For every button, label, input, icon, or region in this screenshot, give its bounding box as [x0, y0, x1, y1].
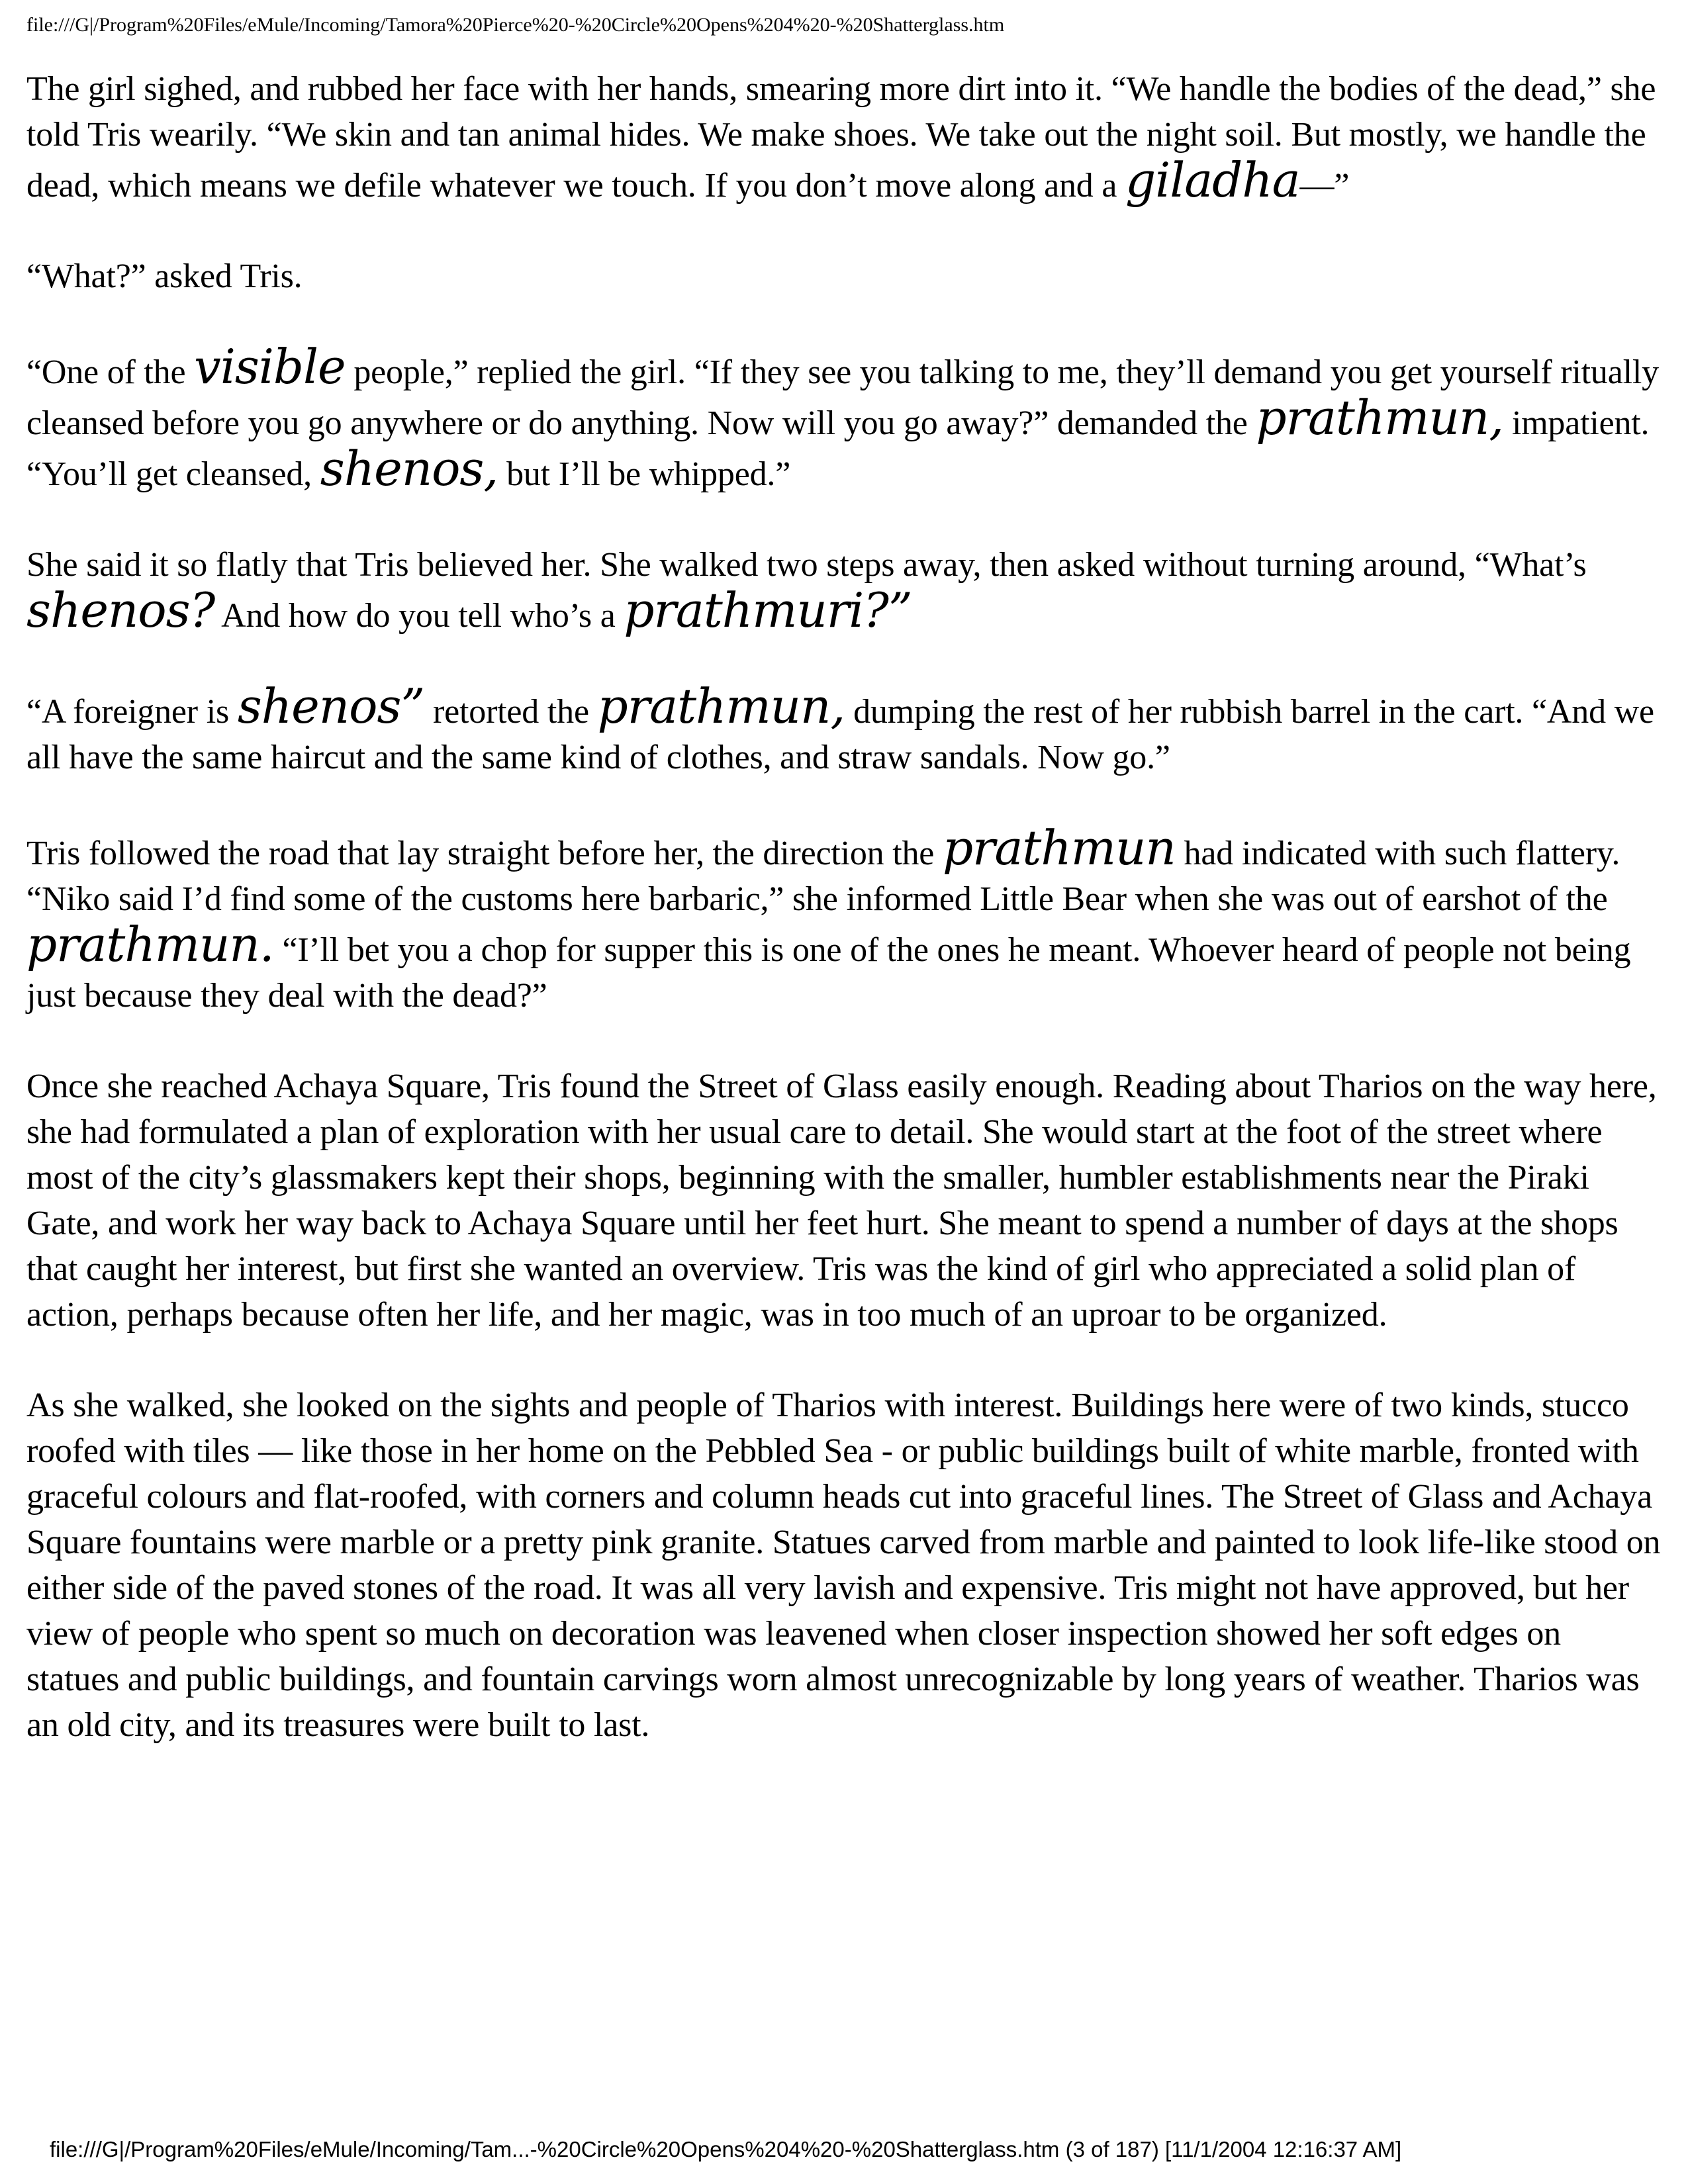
- foreign-term: giladha: [1125, 152, 1300, 208]
- foreign-term: prathmun,: [1256, 390, 1504, 445]
- text-run: “One of the: [26, 353, 195, 391]
- text-run: And how do you tell who’s a: [214, 597, 624, 635]
- text-run: retorted the: [424, 693, 598, 731]
- foreign-term: shenos,: [320, 441, 498, 496]
- foreign-term: visible: [194, 339, 346, 394]
- paragraph-3: [26, 339, 1662, 497]
- paragraph-4: [26, 542, 1662, 639]
- text-run: As she walked, she looked on the sights and people of Tharios with interest. Buildings here were of two kinds, stucco roofed with tiles — like those in her home on the Pebbled Sea - or public buildings built of white marble, fronted with graceful colours and flat-roofed, with corners and column heads cut into graceful lines. The Street of Glass and Achaya Square fountains were marble or a pretty pink granite. Statues carved from marble and painted to look life-like stood on either side of the paved stones of the road. It was all very lavish and expensive. Tris might not have approved, but her view of people who spent so much on decoration was leavened when closer inspection showed her soft edges on statues and public buildings, and fountain carvings worn almost unrecognizable by long years of weather. Tharios was an old city, and its treasures were built to last.: [26, 1387, 1661, 1744]
- text-run: people,” replied the girl. “If they see you talking to me, they’ll demand you get yourself ritually cleansed before you go anywhere or do anything. Now will you go away?” demanded the: [26, 353, 1659, 442]
- text-run: impatient. “You’ll get cleansed,: [26, 404, 1650, 493]
- foreign-term: prathmuri?”: [624, 582, 912, 638]
- text-run: “A foreigner is: [26, 693, 238, 731]
- paragraph-8: [26, 1383, 1662, 1748]
- text-run: Tris followed the road that lay straight before her, the direction the: [26, 835, 943, 872]
- print-footer-info: file:///G|/Program%20Files/eMule/Incoming/Tam...-%20Circle%20Opens%204%20-%20Shatterglass.htm (3 of 187) [11/1/2004 12:16:37 AM]: [50, 2137, 1402, 2161]
- text-run: had indicated with such flattery. “Niko said I’d find some of the customs here barbaric,” she informed Little Bear when she was out of earshot of the: [26, 835, 1620, 918]
- document-body: [26, 66, 1662, 1793]
- text-run: The girl sighed, and rubbed her face with her hands, smearing more dirt into it. “We handle the bodies of the dead,” she told Tris wearily. “We skin and tan animal hides. We make shoes. We take out the night soil. But mostly, we handle the dead, which means we defile whatever we touch. If you don’t move along and a: [26, 70, 1656, 205]
- foreign-term: shenos?: [26, 582, 215, 638]
- foreign-term: prathmun,: [597, 678, 845, 734]
- text-run: “What?” asked Tris.: [26, 257, 303, 295]
- text-run: but I’ll be whipped.”: [498, 455, 791, 493]
- text-run: —”: [1299, 167, 1350, 205]
- foreign-term: shenos”: [237, 678, 425, 734]
- foreign-term: prathmun.: [26, 917, 274, 972]
- foreign-term: prathmun: [942, 820, 1176, 876]
- text-run: She said it so flatly that Tris believed her. She walked two steps away, then asked without turning around, “What’s: [26, 546, 1587, 584]
- paragraph-7: [26, 1064, 1662, 1338]
- print-header-url: file:///G|/Program%20Files/eMule/Incoming/Tamora%20Pierce%20-%20Circle%20Opens%204%20-%20Shatterglass.htm: [26, 14, 1005, 36]
- paragraph-5: [26, 678, 1662, 780]
- paragraph-1: [26, 66, 1662, 208]
- paragraph-2: [26, 253, 1662, 299]
- text-run: dumping the rest of her rubbish barrel in the cart. “And we all have the same haircut and the same kind of clothes, and straw sandals. Now go.”: [26, 693, 1654, 776]
- text-run: “I’ll bet you a chop for supper this is one of the ones he meant. Whoever heard of people not being just because they deal with the dead?”: [26, 931, 1631, 1015]
- paragraph-6: [26, 820, 1662, 1019]
- text-run: Once she reached Achaya Square, Tris found the Street of Glass easily enough. Reading about Tharios on the way here, she had formulated a plan of exploration with her usual care to detail. She would start at the foot of the street where most of the city’s glassmakers kept their shops, beginning with the smaller, humbler establishments near the Piraki Gate, and work her way back to Achaya Square until her feet hurt. She meant to spend a number of days at the shops that caught her interest, but first she wanted an overview. Tris was the kind of girl who appreciated a solid plan of action, perhaps because often her life, and her magic, was in too much of an uproar to be organized.: [26, 1068, 1657, 1334]
